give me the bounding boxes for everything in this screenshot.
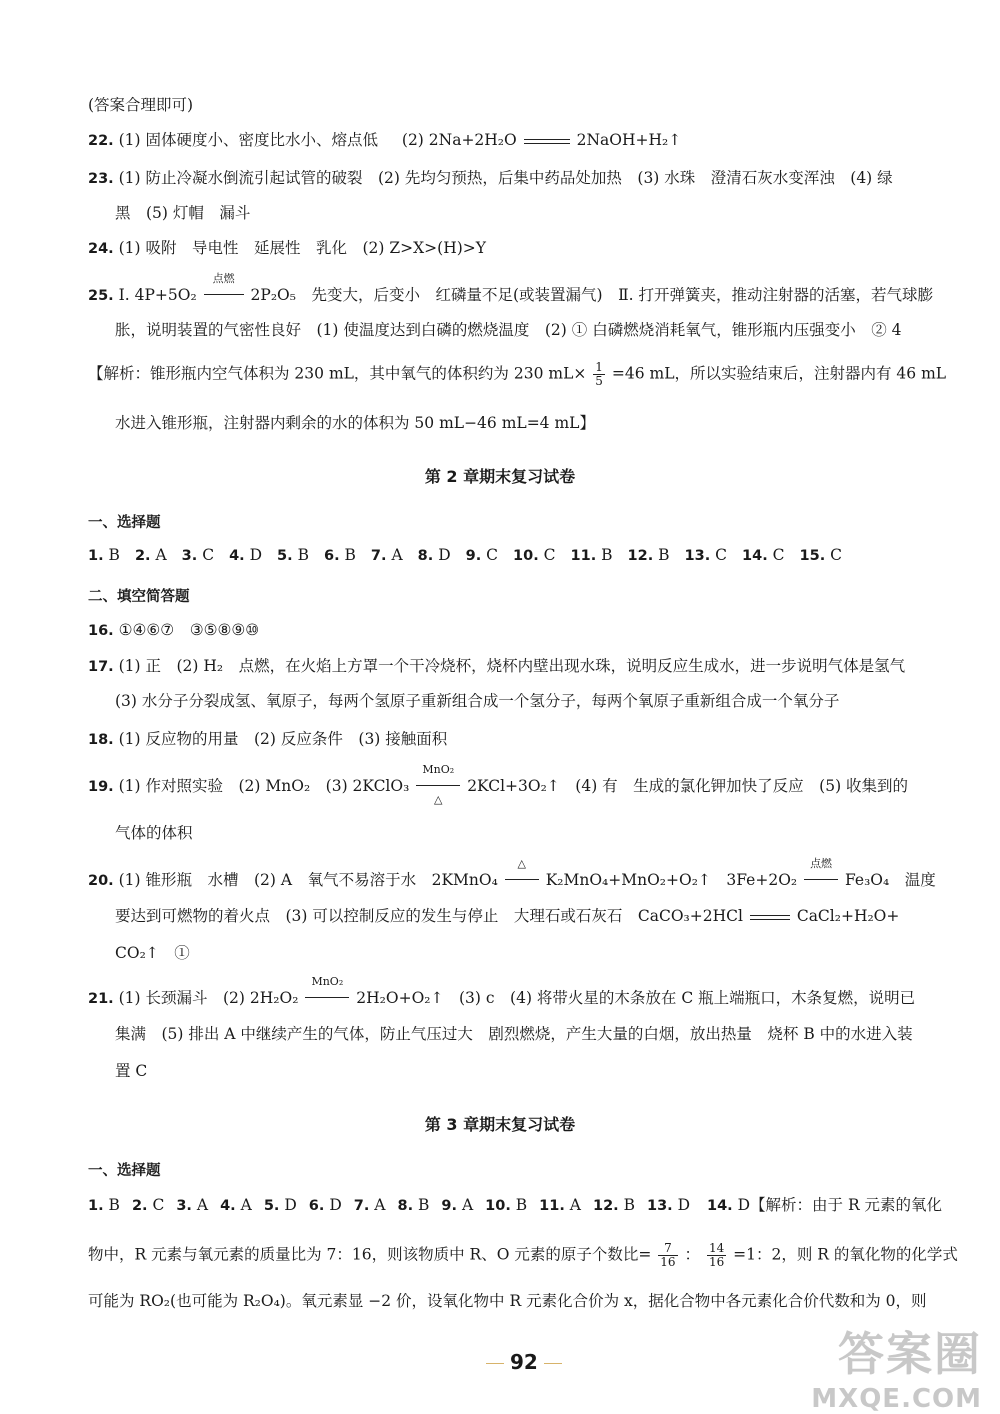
choice-answer: C	[147, 1196, 165, 1214]
q18-text: (1) 反应物的用量 (2) 反应条件 (3) 接触面积	[118, 730, 448, 748]
choice-number: 1.	[88, 548, 104, 564]
q14-text3: =1：2，则 R 的氧化物的化学式	[733, 1245, 958, 1264]
q14-number: 14.	[706, 1198, 733, 1214]
choice-answer: B	[596, 546, 613, 564]
q25-fraction	[593, 361, 605, 388]
q21-condition	[305, 975, 349, 1008]
q20-line1	[88, 857, 936, 891]
q14-frac1-denominator: 16	[660, 1255, 676, 1269]
choice-answer: B	[653, 546, 670, 564]
q17-line2	[115, 691, 839, 711]
q25-line2	[115, 320, 902, 340]
q14-frac2-numerator: 14	[708, 1241, 725, 1255]
page-dash-right	[544, 1363, 562, 1364]
choice-number: 3.	[176, 1198, 192, 1214]
q21-line3	[115, 1061, 147, 1081]
choice-number: 4.	[229, 548, 245, 564]
q20-text3: Fe₃O₄ 温度	[845, 871, 936, 889]
q16-text: ①④⑥⑦ ③⑤⑧⑨⑩	[118, 621, 260, 639]
q19-reactants: (1) 作对照实验 (2) MnO₂ (3) 2KClO₃	[118, 777, 410, 795]
choice-number: 8.	[417, 548, 434, 564]
choice-number: 9.	[465, 548, 482, 564]
ch2-choice-answers	[88, 545, 857, 566]
q25-condition-label: 点燃	[212, 272, 235, 285]
q25-analysis2: =46 mL，所以实验结束后，注射器内有 46 mL	[611, 364, 947, 383]
q16-number: 16.	[88, 623, 114, 639]
q14-colon: ：	[684, 1245, 701, 1264]
choice-number: 13.	[647, 1198, 673, 1214]
q17-number: 17.	[88, 659, 114, 675]
q20-line3	[115, 943, 190, 963]
q23-number: 23.	[88, 171, 114, 187]
q25-number: 25.	[88, 288, 114, 304]
page-number	[480, 1350, 568, 1374]
q14-fraction1	[658, 1242, 677, 1269]
choice-number: 12.	[627, 548, 654, 564]
q21-text2: 集满 (5) 排出 A 中继续产生的气体，防止气压过大 剧烈燃烧，产生大量的白烟，放出热量 烧杯 B 中的水进入装	[115, 1025, 913, 1043]
q20-line2	[115, 906, 899, 926]
watermark-title: 答案圈	[838, 1327, 982, 1381]
choice-answer: B	[618, 1196, 635, 1214]
choice-number: 5.	[263, 1198, 280, 1214]
choice-answer: A	[457, 1196, 474, 1214]
q21-line2	[115, 1024, 913, 1044]
q21-line1	[88, 975, 916, 1009]
choice-answer: B	[292, 546, 309, 564]
q14-fraction2	[707, 1242, 726, 1269]
q23-text1: (1) 防止冷凝水倒流引起试管的破裂 (2) 先均匀预热，后集中药品处加热 (3) 水珠 澄清石灰水变浑浊 (4) 绿	[118, 169, 893, 187]
q22-products: 2NaOH+H₂↑	[576, 131, 682, 149]
choice-answer: D	[672, 1196, 691, 1214]
q25-text1: 2P₂O₅ 先变大，后变小 红磷量不足(或装置漏气) Ⅱ. 打开弹簧夹，推动注射器的活塞，若气球膨	[250, 286, 933, 304]
q17-text2: (3) 水分子分裂成氢、氧原子，每两个氢原子重新组合成一个氢分子，每两个氧原子重新组合成一个氧分子	[115, 692, 840, 710]
q19-heat: △	[434, 793, 443, 806]
q23-line2	[115, 203, 250, 223]
q24	[88, 238, 486, 259]
choice-answer: A	[369, 1196, 386, 1214]
q14-text4: 可能为 RO₂(也可能为 R₂O₄)。氧元素显 −2 价，设氧化物中 R 元素化合价为 x，据化合物中各元素化合价代数和为 0，则	[88, 1292, 927, 1310]
choice-number: 7.	[370, 548, 387, 564]
q23-line1	[88, 168, 893, 189]
q25-text2: 胀，说明装置的气密性良好 (1) 使温度达到白磷的燃烧温度 (2) ① 白磷燃烧消耗氧气，锥形瓶内压强变小 ② 4	[115, 321, 902, 339]
choice-number: 8.	[397, 1198, 414, 1214]
chapter2-title: 第 2 章期末复习试卷	[424, 467, 576, 486]
choice-number: 10.	[485, 1198, 511, 1214]
q19-catalyst: MnO₂	[422, 763, 455, 776]
q23-text2: 黑 (5) 灯帽 漏斗	[115, 204, 251, 222]
choice-answer: A	[386, 546, 403, 564]
q25-analysis1: 【解析：锥形瓶内空气体积为 230 mL，其中氧气的体积约为 230 mL×	[88, 364, 587, 383]
q21-catalyst: MnO₂	[311, 975, 344, 988]
choice-answer: C	[197, 546, 215, 564]
ch3-choice-answers	[88, 1196, 702, 1214]
choice-answer: C	[481, 546, 499, 564]
ch3-choice-line	[88, 1195, 942, 1216]
q19-number: 19.	[88, 779, 114, 795]
q14-frac2-denominator: 16	[708, 1255, 725, 1269]
q20-text1: (1) 锥形瓶 水槽 (2) A 氧气不易溶于水 2KMnO₄	[118, 871, 498, 889]
note-line	[88, 95, 193, 115]
q22	[88, 130, 681, 151]
ch2-section-choice: 一、选择题	[88, 515, 161, 531]
page-dash-left	[486, 1363, 504, 1364]
choice-number: 6.	[323, 548, 340, 564]
q14-text2: 物中，R 元素与氧元素的质量比为 7：16，则该物质中 R、O 元素的原子个数比=	[88, 1245, 652, 1264]
q20-number: 20.	[88, 873, 114, 889]
q18	[88, 729, 447, 750]
choice-answer: C	[538, 546, 556, 564]
choice-number: 1.	[88, 1198, 104, 1214]
choice-number: 6.	[308, 1198, 325, 1214]
watermark-logo	[811, 1318, 982, 1414]
q14-frac1-numerator: 7	[658, 1242, 677, 1256]
choice-number: 9.	[441, 1198, 458, 1214]
watermark-domain: MXQE.COM	[811, 1384, 982, 1414]
q14-line3	[88, 1291, 927, 1311]
note-text: (答案合理即可)	[88, 96, 194, 114]
choice-answer: A	[564, 1196, 581, 1214]
q17-text1: (1) 正 (2) H₂ 点燃，在火焰上方罩一个干冷烧杯，烧杯内壁出现水珠，说明反应生成水，进一步说明气体是氢气	[118, 657, 906, 675]
q20-heat: △	[517, 857, 526, 870]
q14-line2	[88, 1242, 958, 1269]
q25-line4	[115, 413, 595, 433]
q19-condition	[416, 763, 460, 806]
ch3-section-choice: 一、选择题	[88, 1163, 161, 1179]
q18-number: 18.	[88, 732, 114, 748]
q22-part1: (1) 固体硬度小、密度比水小、熔点低	[118, 131, 379, 149]
choice-number: 15.	[799, 548, 826, 564]
q20-text2: K₂MnO₄+MnO₂+O₂↑ 3Fe+2O₂	[545, 871, 798, 889]
choice-answer: B	[339, 546, 356, 564]
q20-text4: 要达到可燃物的着火点 (3) 可以控制反应的发生与停止 大理石或石灰石 CaCO₃+2HCl	[115, 907, 743, 925]
choice-answer: D	[324, 1196, 342, 1214]
choice-number: 5.	[277, 548, 293, 564]
choice-number: 7.	[353, 1198, 370, 1214]
q14-text1: D【解析：由于 R 元素的氧化	[737, 1196, 943, 1214]
q20-condition2	[804, 857, 838, 890]
q17-line1	[88, 656, 905, 677]
q21-text3: 置 C	[115, 1062, 148, 1080]
choice-answer: B	[103, 546, 120, 564]
q24-number: 24.	[88, 241, 114, 257]
choice-number: 4.	[220, 1198, 236, 1214]
choice-number: 2.	[134, 548, 151, 564]
page-number-text: 92	[510, 1350, 538, 1374]
choice-answer: A	[150, 546, 167, 564]
choice-number: 13.	[684, 548, 711, 564]
choice-number: 11.	[539, 1198, 565, 1214]
q25-line1	[88, 272, 933, 306]
q21-number: 21.	[88, 991, 114, 1007]
choice-answer: B	[103, 1196, 120, 1214]
choice-answer: C	[825, 546, 842, 564]
q24-text: (1) 吸附 导电性 延展性 乳化 (2) Z>X>(H)>Y	[118, 239, 487, 257]
q25-line3	[88, 361, 946, 388]
q22-equals	[524, 130, 570, 150]
q25-condition	[204, 272, 244, 305]
choice-answer: D	[244, 546, 263, 564]
q25-frac-denominator: 5	[595, 374, 603, 388]
q20-ignite: 点燃	[810, 857, 833, 870]
choice-answer: B	[413, 1196, 430, 1214]
q19-text2: 气体的体积	[115, 824, 193, 842]
choice-number: 2.	[131, 1198, 148, 1214]
q16	[88, 620, 259, 641]
q20-text6: CO₂↑ ①	[115, 944, 190, 962]
q20-equals	[750, 906, 790, 926]
choice-number: 11.	[570, 548, 597, 564]
q20-condition1	[505, 857, 539, 890]
q21-text1: 2H₂O+O₂↑ (3) c (4) 将带火星的木条放在 C 瓶上端瓶口，木条复燃，说明已	[356, 989, 916, 1007]
q20-text5: CaCl₂+H₂O+	[796, 907, 900, 925]
q25-frac-numerator: 1	[595, 360, 603, 374]
q22-reactants: (2) 2Na+2H₂O	[401, 131, 517, 149]
q19-text1: 2KCl+3O₂↑ (4) 有 生成的氯化钾加快了反应 (5) 收集到的	[467, 777, 909, 795]
q19-line2	[115, 823, 193, 843]
choice-answer: D	[433, 546, 451, 564]
chapter3-title: 第 3 章期末复习试卷	[424, 1115, 576, 1134]
choice-answer: A	[191, 1196, 209, 1214]
choice-number: 10.	[513, 548, 539, 564]
choice-number: 14.	[742, 548, 768, 564]
choice-number: 12.	[592, 1198, 619, 1214]
choice-answer: C	[767, 546, 785, 564]
q25-analysis3: 水进入锥形瓶，注射器内剩余的水的体积为 50 mL−46 mL=4 mL】	[115, 414, 595, 432]
choice-number: 3.	[181, 548, 198, 564]
choice-answer: D	[279, 1196, 297, 1214]
ch2-section-fill: 二、填空简答题	[88, 589, 190, 605]
q25-reactants: Ⅰ. 4P+5O₂	[118, 286, 197, 304]
q19-line1	[88, 763, 909, 806]
choice-answer: B	[510, 1196, 528, 1214]
q21-reactants: (1) 长颈漏斗 (2) 2H₂O₂	[118, 989, 299, 1007]
choice-answer: A	[235, 1196, 252, 1214]
q22-number: 22.	[88, 133, 114, 149]
choice-answer: C	[710, 546, 728, 564]
